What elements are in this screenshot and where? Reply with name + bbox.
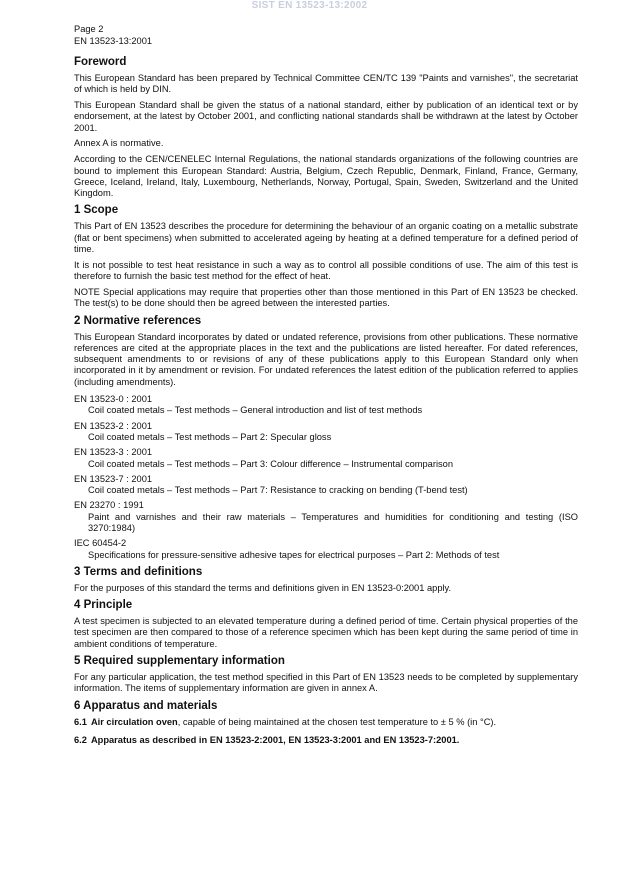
reference-id: EN 13523-7 : 2001 [74,473,153,484]
reference-id: EN 13523-0 : 2001 [74,394,153,405]
foreword-heading: Foreword [74,56,127,68]
reference-item [74,421,578,444]
paragraph: It is not possible to test heat resistance in such a way as to control all possible conditions of use. The aim of this test is therefore to furnish the basic test method for the effect of heat. [74,259,578,282]
paragraph: This European Standard has been prepared by Technical Committee CEN/TC 139 "Paints and varnishes", the secretariat of which is held by DIN. [74,73,578,95]
reference-item [74,500,578,534]
apparatus-heading: 6 Apparatus and materials [74,699,218,712]
reference-title: Coil coated metals – Test methods – Part 3: Colour difference – Instrumental comparison [88,458,454,469]
paragraph: For any particular application, the test method specified in this Part of EN 13523 needs to be completed by supplementary information. The items of supplementary information are given in annex A. [74,672,578,694]
paragraph: For the purposes of this standard the terms and definitions given in EN 13523-0:2001 apply. [74,582,452,593]
paragraph: This Part of EN 13523 describes the procedure for determining the behaviour of an organic coating on a metallic substrate (flat or bent specimens) when submitted to accelerated ageing by heating at a defined temperature for a defined period of time. [74,221,578,255]
reference-item [74,474,578,497]
terms-heading: 3 Terms and definitions [74,565,203,578]
normative-references-heading: 2 Normative references [74,314,202,327]
reference-item [74,394,578,417]
reference-item [74,538,578,561]
scope-heading: 1 Scope [74,204,119,217]
reference-item [74,447,578,470]
supplementary-heading: 5 Required supplementary information [74,655,285,668]
paragraph: A test specimen is subjected to an elevated temperature during a defined period of time. Certain physical properties of the test specimen are then compared to those of a reference specimen which has been kept during the same period of time in ambient conditions of temperature. [74,616,578,649]
reference-id: EN 23270 : 1991 [74,500,144,511]
document-id: EN 13523-13:2001 [74,35,153,46]
apparatus-description: Apparatus as described in EN 13523-2:2001, EN 13523-3:2001 and EN 13523-7:2001. [90,734,460,745]
note-paragraph: NOTE Special applications may require that properties other than those mentioned in this Part of EN 13523 be checked. The test(s) to be done should then be agreed between the interested parties. [74,286,578,309]
principle-heading: 4 Principle [74,599,133,612]
reference-title: Specifications for pressure-sensitive adhesive tapes for electrical purposes – Part 2: Methods of test [88,549,500,560]
paragraph: According to the CEN/CENELEC Internal Regulations, the national standards organizations of the following countries are bound to implement this European Standard: Austria, Belgium, Czech Republic, Denmark, Finland, France, Germany, Greece, Iceland, Ireland, Italy, Luxembourg, Netherlands, Norway, Portugal, Spain, Sweden, Switzerland and the United Kingdom. [74,154,578,199]
reference-id: IEC 60454-2 [74,538,127,549]
reference-title: Coil coated metals – Test methods – General introduction and list of test methods [88,405,423,416]
apparatus-name: Air circulation oven [90,716,178,727]
apparatus-item-6-2 [74,735,578,746]
reference-title: Coil coated metals – Test methods – Part 2: Specular gloss [88,431,332,442]
paragraph: This European Standard shall be given the status of a national standard, either by publication of an identical text or by endorsement, at the latest by October 2001, and conflicting national standards shall be withdrawn at the latest by October 2001. [74,100,578,133]
apparatus-item-6-1 [74,717,578,728]
reference-id: EN 13523-2 : 2001 [74,420,153,431]
clause-number: 6.2 [74,734,87,745]
reference-title: Paint and varnishes and their raw materials – Temperatures and humidities for conditioning and testing (ISO 3270:1984) [88,511,578,533]
reference-title: Coil coated metals – Test methods – Part 7: Resistance to cracking on bending (T-bend test) [88,485,468,496]
paragraph: Annex A is normative. [74,138,164,149]
apparatus-description: , capable of being maintained at the chosen test temperature to ± 5 % (in °C). [177,716,497,727]
watermark: SIST EN 13523-13:2002 [251,0,368,11]
paragraph: This European Standard incorporates by dated or undated reference, provisions from other publications. These normative references are cited at the appropriate places in the text and the publications are listed hereafter. For dated references, subsequent amendments to or revisions of any of these publications apply to this European Standard only when incorporated in it by amendment or revision. For undated references the latest edition of the publication referred to applies (including amendments). [74,331,578,387]
document-page [74,24,578,751]
page-number: Page 2 [74,24,104,34]
clause-number: 6.1 [74,716,87,727]
reference-id: EN 13523-3 : 2001 [74,447,153,458]
